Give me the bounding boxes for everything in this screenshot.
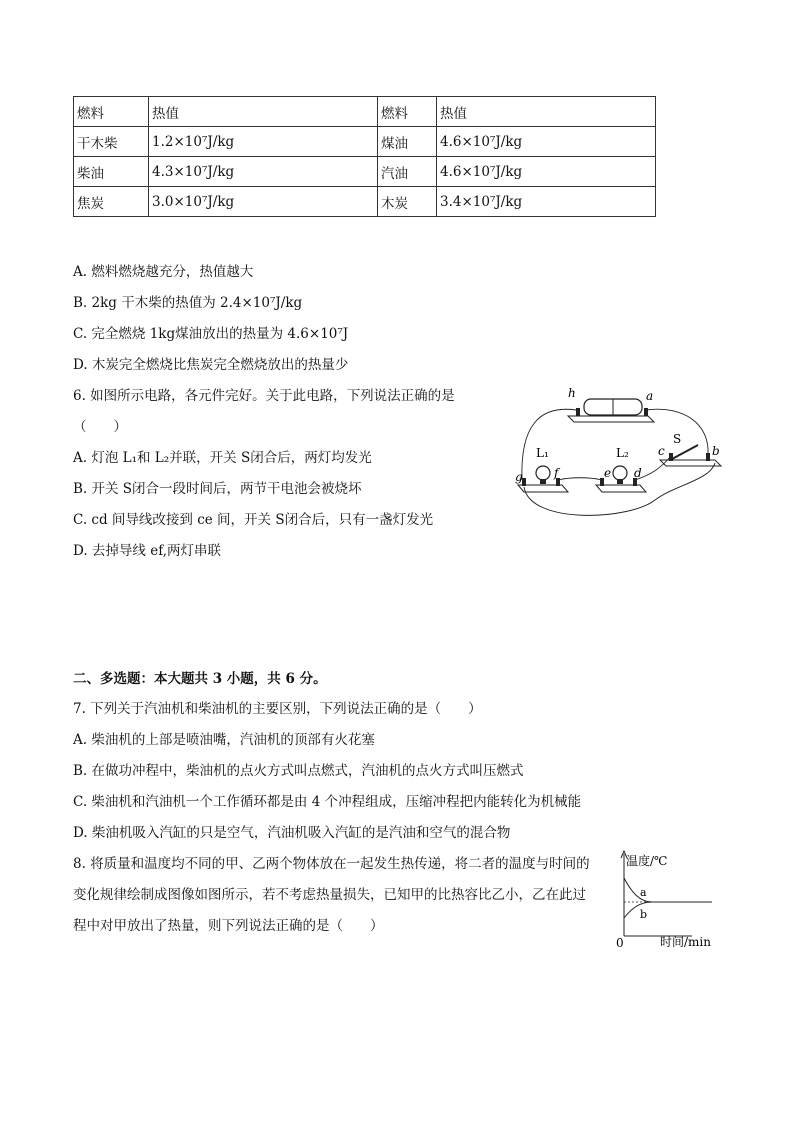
table-cell: 4.6×10⁷J/kg bbox=[437, 127, 656, 157]
label-e: e bbox=[604, 466, 612, 480]
section-title: 二、多选题：本大题共 3 小题，共 6 分。 bbox=[73, 671, 327, 687]
lamp1-base bbox=[518, 485, 568, 492]
q6-paren: （ ） bbox=[73, 419, 127, 435]
label-c: c bbox=[658, 444, 665, 458]
q7-option-a: A. 柴油机的上部是喷油嘴，汽油机的顶部有火花塞 bbox=[73, 732, 375, 748]
q7-option-b: B. 在做功冲程中，柴油机的点火方式叫点燃式，汽油机的点火方式叫压燃式 bbox=[73, 763, 524, 779]
fuel-heat-value-table bbox=[73, 96, 656, 217]
label-l2: L₂ bbox=[616, 446, 629, 460]
label-s: S bbox=[673, 432, 682, 446]
table-header-row bbox=[74, 97, 656, 127]
lamp2-base bbox=[596, 485, 646, 492]
x-axis-label: 时间/min bbox=[660, 935, 711, 949]
q6-option-a: A. 灯泡 L₁和 L₂并联，开关 S闭合后，两灯均发光 bbox=[73, 450, 372, 466]
table-row bbox=[74, 187, 656, 217]
table-header-cell: 热值 bbox=[149, 97, 378, 127]
q5-option-c: C. 完全燃烧 1kg煤油放出的热量为 4.6×10⁷J bbox=[73, 326, 349, 342]
origin-label: 0 bbox=[616, 936, 624, 950]
y-axis-label: 温度/℃ bbox=[626, 854, 668, 868]
q8-line-2: 变化规律绘制成图像如图所示，若不考虑热量损失，已知甲的比热容比乙小，乙在此过 bbox=[73, 887, 586, 903]
label-l1: L₁ bbox=[536, 446, 549, 460]
curve-a-label: a bbox=[640, 886, 647, 899]
table-cell: 柴油 bbox=[74, 157, 149, 187]
curve-b-label: b bbox=[640, 908, 648, 921]
curve-a bbox=[624, 878, 712, 902]
lamp2-icon bbox=[613, 466, 627, 480]
label-b: b bbox=[712, 444, 720, 458]
wire-fe bbox=[558, 478, 602, 480]
table-cell: 焦炭 bbox=[74, 187, 149, 217]
q8-line-3: 程中对甲放出了热量，则下列说法正确的是（ ） bbox=[73, 918, 384, 934]
table-header-cell: 燃料 bbox=[378, 97, 437, 127]
table-cell: 4.6×10⁷J/kg bbox=[437, 157, 656, 187]
q6-stem: 6. 如图所示电路，各元件完好。关于此电路，下列说法正确的是 bbox=[73, 388, 455, 404]
q5-option-b: B. 2kg 干木柴的热值为 2.4×10⁷J/kg bbox=[73, 295, 303, 311]
table-header-cell: 燃料 bbox=[74, 97, 149, 127]
q6-option-b: B. 开关 S闭合一段时间后，两节干电池会被烧坏 bbox=[73, 481, 362, 497]
table-cell: 3.0×10⁷J/kg bbox=[149, 187, 378, 217]
q6-option-c: C. cd 间导线改接到 ce 间，开关 S闭合后，只有一盏灯发光 bbox=[73, 512, 434, 528]
label-f: f bbox=[554, 466, 559, 480]
table-row bbox=[74, 127, 656, 157]
switch-icon bbox=[672, 445, 698, 459]
table-cell: 汽油 bbox=[378, 157, 437, 187]
label-a: a bbox=[646, 389, 654, 403]
q6-option-d: D. 去掉导线 ef,两灯串联 bbox=[73, 543, 222, 559]
label-g: g bbox=[515, 470, 523, 484]
battery-base bbox=[568, 416, 654, 422]
q5-option-a: A. 燃料燃烧越充分，热值越大 bbox=[73, 264, 254, 280]
q8-line-1: 8. 将质量和温度均不同的甲、乙两个物体放在一起发生热传递，将二者的温度与时间的 bbox=[73, 856, 590, 872]
circuit-diagram bbox=[510, 385, 725, 525]
table-cell: 1.2×10⁷J/kg bbox=[149, 127, 378, 157]
q7-stem: 7. 下列关于汽油机和柴油机的主要区别，下列说法正确的是（ ） bbox=[73, 701, 482, 717]
table-cell: 干木柴 bbox=[74, 127, 149, 157]
label-d: d bbox=[634, 466, 642, 480]
q5-option-d: D. 木炭完全燃烧比焦炭完全燃烧放出的热量少 bbox=[73, 357, 349, 373]
table-cell: 煤油 bbox=[378, 127, 437, 157]
lamp1-icon bbox=[536, 466, 550, 480]
table-header-cell: 热值 bbox=[437, 97, 656, 127]
table-cell: 3.4×10⁷J/kg bbox=[437, 187, 656, 217]
temperature-time-graph bbox=[612, 848, 724, 950]
table-row bbox=[74, 157, 656, 187]
table-cell: 木炭 bbox=[378, 187, 437, 217]
q7-option-c: C. 柴油机和汽油机一个工作循环都是由 4 个冲程组成，压缩冲程把内能转化为机械能 bbox=[73, 794, 582, 810]
curve-b bbox=[624, 902, 652, 918]
q7-option-d: D. 柴油机吸入汽缸的只是空气，汽油机吸入汽缸的是汽油和空气的混合物 bbox=[73, 825, 511, 841]
label-h: h bbox=[568, 386, 576, 400]
table-cell: 4.3×10⁷J/kg bbox=[149, 157, 378, 187]
